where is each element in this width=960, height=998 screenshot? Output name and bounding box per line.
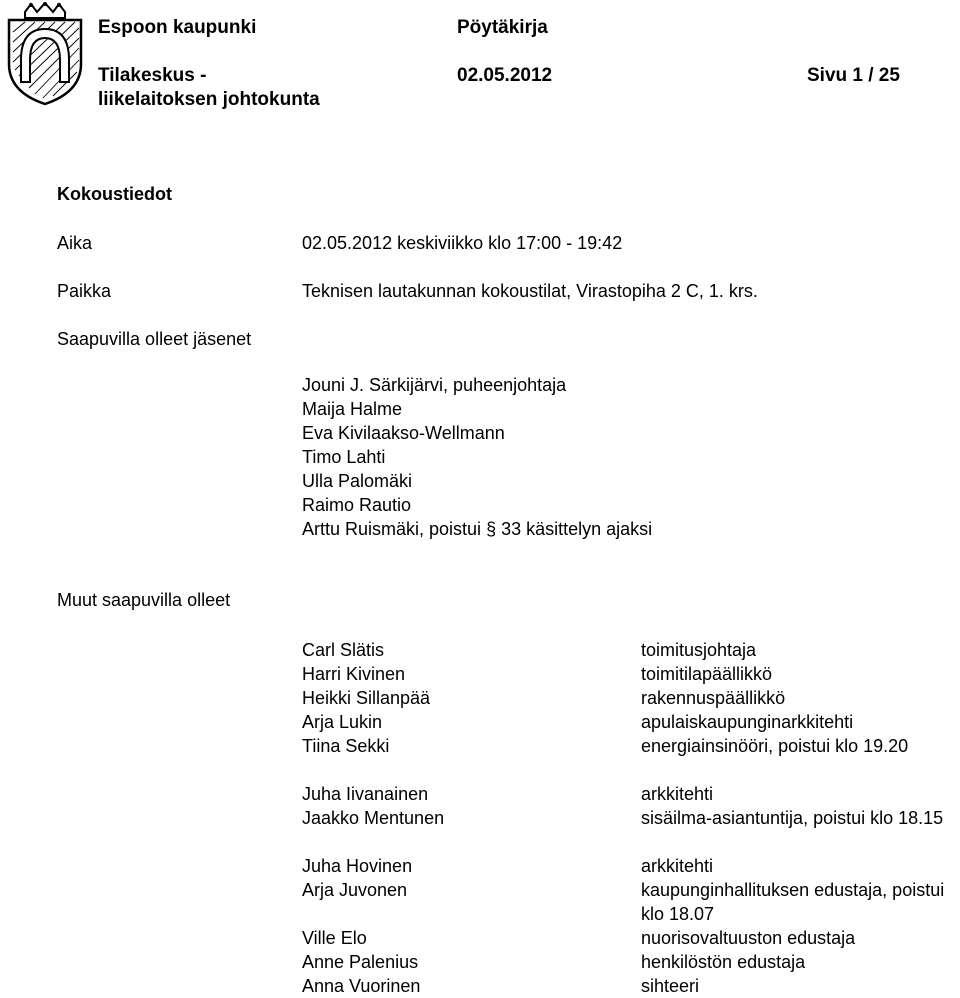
page-number: Sivu 1 / 25 <box>807 65 900 86</box>
attendee-name: Juha Iivanainen <box>302 784 429 804</box>
document-type: Pöytäkirja <box>457 17 548 38</box>
time-value: 02.05.2012 keskiviikko klo 17:00 - 19:42 <box>302 233 623 253</box>
attendee-role: nuorisovaltuuston edustaja <box>641 928 856 948</box>
attendee-role: arkkitehti <box>641 784 714 804</box>
attendee-role: energiainsinööri, poistui klo 19.20 <box>641 736 909 756</box>
attendee-name: Jaakko Mentunen <box>302 808 445 828</box>
attendee-role: sisäilma-asiantuntija, poistui klo 18.15 <box>641 808 944 828</box>
attendee-role: apulaiskaupunginarkkitehti <box>641 712 854 732</box>
member-item: Raimo Rautio <box>302 495 412 515</box>
attendee-name: Heikki Sillanpää <box>302 688 431 708</box>
member-last-symbol: § <box>486 519 497 539</box>
attendee-name: Anna Vuorinen <box>302 976 421 996</box>
attendee-role: toimitusjohtaja <box>641 640 757 660</box>
attendee-role: henkilöstön edustaja <box>641 952 806 972</box>
others-label: Muut saapuvilla olleet <box>57 590 231 610</box>
place-value: Teknisen lautakunnan kokoustilat, Virastopiha 2 C, 1. krs. <box>302 281 758 301</box>
member-item <box>302 517 652 541</box>
espoo-crest-icon <box>3 2 87 106</box>
attendee-name: Tiina Sekki <box>302 736 390 756</box>
attendee-name: Harri Kivinen <box>302 664 406 684</box>
attendee-role: kaupunginhallituksen edustaja, poistui klo 18.07 <box>641 880 945 924</box>
meeting-date: 02.05.2012 <box>457 65 553 86</box>
attendee-role: arkkitehti <box>641 856 714 876</box>
attendee-name: Carl Slätis <box>302 640 385 660</box>
attendee-role: toimitilapäällikkö <box>641 664 773 684</box>
section-title: Kokoustiedot <box>57 184 172 204</box>
attendee-name: Juha Hovinen <box>302 856 413 876</box>
body-name-line2: liikelaitoksen johtokunta <box>98 89 320 110</box>
member-item: Eva Kivilaakso-Wellmann <box>302 423 505 443</box>
member-item: Ulla Palomäki <box>302 471 413 491</box>
attendee-name: Arja Juvonen <box>302 880 408 900</box>
member-item: Maija Halme <box>302 399 403 419</box>
attendee-name: Anne Palenius <box>302 952 419 972</box>
others-names-list <box>302 638 444 998</box>
attendee-role: rakennuspäällikkö <box>641 688 786 708</box>
body-name-line1: Tilakeskus - <box>98 65 207 86</box>
members-list <box>302 373 652 541</box>
time-label: Aika <box>57 233 93 253</box>
member-item: Jouni J. Särkijärvi, puheenjohtaja <box>302 375 567 395</box>
attendee-name: Ville Elo <box>302 928 367 948</box>
organization-name: Espoon kaupunki <box>98 17 257 38</box>
place-label: Paikka <box>57 281 112 301</box>
member-last-prefix: Arttu Ruismäki, poistui <box>302 519 487 539</box>
member-item: Timo Lahti <box>302 447 386 467</box>
attendee-name: Arja Lukin <box>302 712 383 732</box>
others-roles-list <box>641 638 956 998</box>
members-label: Saapuvilla olleet jäsenet <box>57 329 252 349</box>
member-last-suffix: 33 käsittelyn ajaksi <box>496 519 653 539</box>
attendee-role: sihteeri <box>641 976 700 996</box>
